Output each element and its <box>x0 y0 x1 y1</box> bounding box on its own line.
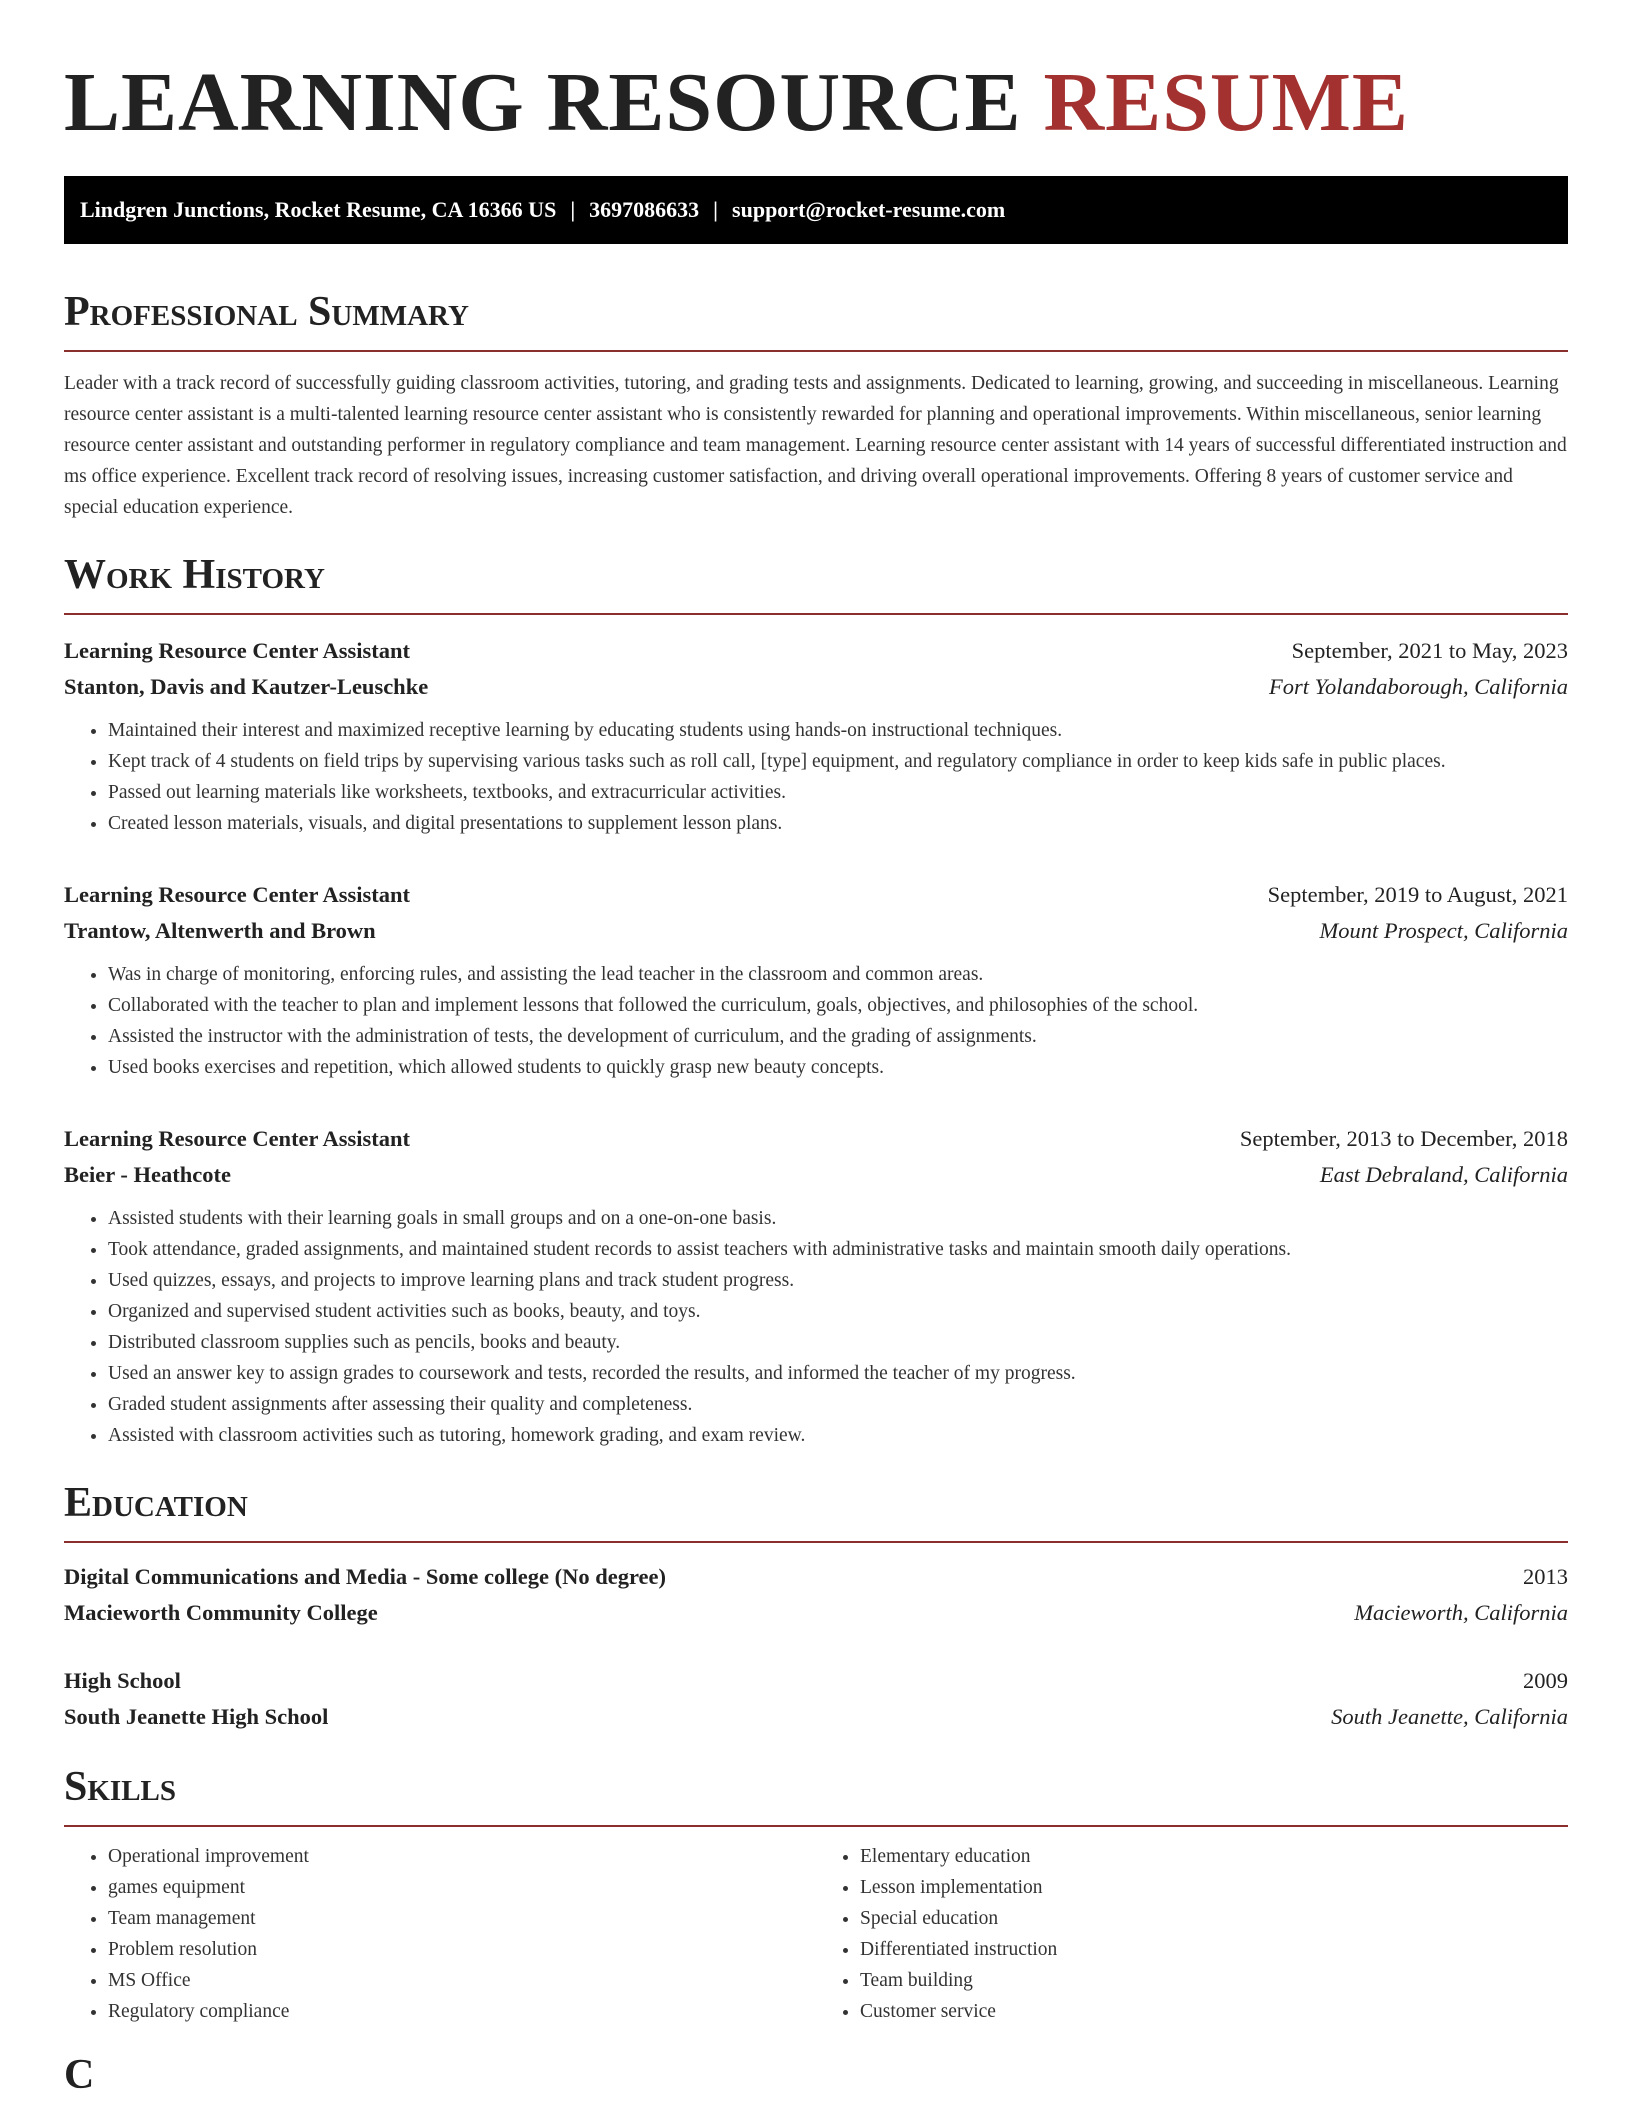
skills-list <box>64 1841 1568 2027</box>
education-degree-row <box>64 1559 1568 1595</box>
title-main: LEARNING RESOURCE <box>64 56 1022 149</box>
skill-item: • Problem resolution <box>108 1934 816 1965</box>
skill-item: • Elementary education <box>860 1841 1568 1872</box>
education-degree: High School <box>64 1668 181 1693</box>
education-school-row <box>64 1699 1568 1735</box>
job-company: Trantow, Altenwerth and Brown <box>64 918 376 943</box>
job-bullet: • Kept track of 4 students on field trips by supervising various tasks such as roll call, [type] equipment, and regulatory compliance in order to keep kids safe in public places. <box>108 746 1568 777</box>
job-bullet: • Passed out learning materials like worksheets, textbooks, and extracurricular activities. <box>108 777 1568 808</box>
job-location: East Debraland, California <box>1319 1162 1568 1187</box>
skill-item: • Differentiated instruction <box>860 1934 1568 1965</box>
contact-separator: | <box>713 197 719 222</box>
job-bullet: • Maintained their interest and maximized receptive learning by educating students using hands-on instructional techniques. <box>108 715 1568 746</box>
skill-item: • games equipment <box>108 1872 816 1903</box>
job-company: Beier - Heathcote <box>64 1162 232 1187</box>
resume-page <box>64 0 1568 2101</box>
contact-email: support@rocket-resume.com <box>732 197 1006 222</box>
contact-separator: | <box>570 197 576 222</box>
education-school: Macieworth Community College <box>64 1600 378 1625</box>
job-bullet: • Assisted students with their learning goals in small groups and on a one-on-one basis. <box>108 1203 1568 1234</box>
contact-phone: 3697086633 <box>589 197 700 222</box>
education-school: South Jeanette High School <box>64 1704 329 1729</box>
skill-item: • Operational improvement <box>108 1841 816 1872</box>
skill-item: • Regulatory compliance <box>108 1996 816 2027</box>
skill-item: • Team management <box>108 1903 816 1934</box>
job-entry <box>64 877 1568 1083</box>
job-bullet: • Assisted with classroom activities such as tutoring, homework grading, and exam review. <box>108 1420 1568 1451</box>
summary-heading: Professional Summary <box>64 286 1568 352</box>
skill-item: • Team building <box>860 1965 1568 1996</box>
job-entry <box>64 1121 1568 1451</box>
job-header-row <box>64 633 1568 669</box>
skills-column-left <box>64 1841 816 2027</box>
job-dates: September, 2013 to December, 2018 <box>1239 1126 1568 1151</box>
education-entry <box>64 1559 1568 1631</box>
job-bullet: • Collaborated with the teacher to plan and implement lessons that followed the curriculum, goals, objectives, and philosophies of the school. <box>108 990 1568 1021</box>
education-location: Macieworth, California <box>1354 1600 1568 1625</box>
education-entry <box>64 1663 1568 1735</box>
resume-title <box>64 0 1568 148</box>
job-dates: September, 2019 to August, 2021 <box>1267 882 1568 907</box>
skill-item: • MS Office <box>108 1965 816 1996</box>
education-degree-row <box>64 1663 1568 1699</box>
education-year: 2013 <box>1523 1564 1568 1589</box>
job-entry <box>64 633 1568 839</box>
job-dates: September, 2021 to May, 2023 <box>1291 638 1568 663</box>
job-bullets <box>64 715 1568 839</box>
work-history-heading: Work History <box>64 549 1568 615</box>
job-title: Learning Resource Center Assistant <box>64 1126 411 1151</box>
job-bullet: • Created lesson materials, visuals, and digital presentations to supplement lesson plans. <box>108 808 1568 839</box>
education-degree: Digital Communications and Media - Some college (No degree) <box>64 1564 667 1589</box>
job-bullet: • Organized and supervised student activities such as books, beauty, and toys. <box>108 1296 1568 1327</box>
contact-address: Lindgren Junctions, Rocket Resume, CA 16366 US <box>80 197 557 222</box>
next-section-heading-partial: C <box>64 2052 95 2098</box>
job-bullet: • Was in charge of monitoring, enforcing rules, and assisting the lead teacher in the classroom and common areas. <box>108 959 1568 990</box>
skills-heading: Skills <box>64 1761 1568 1827</box>
job-company-row <box>64 669 1568 705</box>
education-school-row <box>64 1595 1568 1631</box>
title-accent: RESUME <box>1043 56 1409 149</box>
skill-item: • Lesson implementation <box>860 1872 1568 1903</box>
skill-item: • Special education <box>860 1903 1568 1934</box>
job-bullet: • Assisted the instructor with the administration of tests, the development of curriculum, and the grading of assignments. <box>108 1021 1568 1052</box>
job-bullets <box>64 959 1568 1083</box>
education-location: South Jeanette, California <box>1331 1704 1568 1729</box>
skills-column-right <box>816 1841 1568 2027</box>
summary-text: Leader with a track record of successfully guiding classroom activities, tutoring, and grading tests and assignments. Dedicated to learning, growing, and succeeding in miscellaneous. Learning resource center assistant is a multi-talented learning resource center assistant who is consistently rewarded for planning and operational improvements. Within miscellaneous, senior learning resource center assistant and outstanding performer in regulatory compliance and team management. Learning resource center assistant with 14 years of successful differentiated instruction and ms office experience. Excellent track record of resolving issues, increasing customer satisfaction, and driving overall operational improvements. Offering 8 years of customer service and special education experience. <box>64 373 1567 518</box>
job-location: Mount Prospect, California <box>1319 918 1568 943</box>
education-year: 2009 <box>1523 1668 1568 1693</box>
job-bullets <box>64 1203 1568 1451</box>
contact-bar <box>64 176 1568 244</box>
job-header-row <box>64 877 1568 913</box>
education-heading: Education <box>64 1477 1568 1543</box>
job-bullet: • Used books exercises and repetition, which allowed students to quickly grasp new beauty concepts. <box>108 1052 1568 1083</box>
job-title: Learning Resource Center Assistant <box>64 638 411 663</box>
job-title: Learning Resource Center Assistant <box>64 882 411 907</box>
job-bullet: • Used an answer key to assign grades to coursework and tests, recorded the results, and informed the teacher of my progress. <box>108 1358 1568 1389</box>
job-header-row <box>64 1121 1568 1157</box>
job-bullet: • Used quizzes, essays, and projects to improve learning plans and track student progress. <box>108 1265 1568 1296</box>
job-bullet: • Took attendance, graded assignments, and maintained student records to assist teachers with administrative tasks and maintain smooth daily operations. <box>108 1234 1568 1265</box>
job-company: Stanton, Davis and Kautzer-Leuschke <box>64 674 429 699</box>
skill-item: • Customer service <box>860 1996 1568 2027</box>
job-bullet: • Graded student assignments after assessing their quality and completeness. <box>108 1389 1568 1420</box>
job-company-row <box>64 913 1568 949</box>
job-bullet: • Distributed classroom supplies such as pencils, books and beauty. <box>108 1327 1568 1358</box>
job-location: Fort Yolandaborough, California <box>1268 674 1568 699</box>
job-company-row <box>64 1157 1568 1193</box>
